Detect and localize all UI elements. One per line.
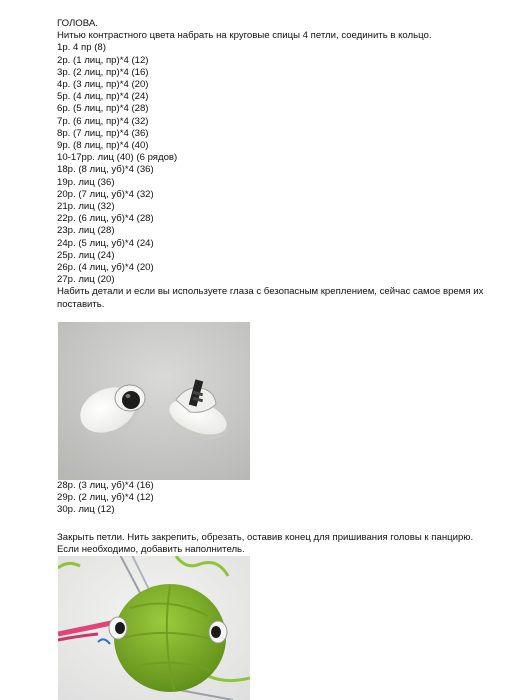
row-instruction: 5р. (4 лиц, пр)*4 (24) <box>57 91 149 103</box>
row-instruction: 4р. (3 лиц, пр)*4 (20) <box>57 79 149 91</box>
row-instruction: 22р. (6 лиц, уб)*4 (28) <box>57 213 154 225</box>
closing-note-block <box>57 532 497 556</box>
row-instruction: 24р. (5 лиц, уб)*4 (24) <box>57 237 154 249</box>
row-instruction: 6р. (5 лиц, пр)*4 (28) <box>57 103 149 115</box>
section-heading: ГОЛОВА. <box>57 18 98 29</box>
row-instruction: 10-17рр. лиц (40) (6 рядов) <box>57 152 178 164</box>
row-instruction: 29р. (2 лиц, уб)*4 (12) <box>57 492 154 504</box>
row-instruction: 19р. лиц (36) <box>57 176 115 188</box>
row-instruction: 25р. лиц (24) <box>57 249 115 261</box>
safety-eyes-photo <box>58 322 250 480</box>
eyes-note: Набить детали и если вы используете глаза с безопасным креплением, сейчас самое время их поставить. <box>57 286 484 310</box>
closing-note: Закрыть петли. Нить закрепить, обрезать, оставив конец для пришивания головы к панцирю. Если необходимо, добавить наполнитель. <box>57 532 474 556</box>
row-instruction: 1р. 4 пр (8) <box>57 42 106 54</box>
row-instruction: 3р. (2 лиц, пр)*4 (16) <box>57 66 149 78</box>
row-instruction: 21р. лиц (32) <box>57 201 115 213</box>
row-instruction: 23р. лиц (28) <box>57 225 115 237</box>
row-instruction: 2р. (1 лиц, пр)*4 (12) <box>57 54 149 66</box>
row-instruction: 28р. (3 лиц, уб)*4 (16) <box>57 480 154 491</box>
row-instruction: 26р. (4 лиц, уб)*4 (20) <box>57 262 154 274</box>
instructions-part2 <box>57 480 497 517</box>
row-instruction: 7р. (6 лиц, пр)*4 (32) <box>57 115 149 127</box>
row-instruction: 27р. лиц (20) <box>57 274 115 286</box>
row-instruction: 9р. (8 лиц, пр)*4 (40) <box>57 140 149 152</box>
intro-text: Нитью контрастного цвета набрать на круговые спицы 4 петли, соединить в кольцо. <box>57 30 432 42</box>
row-instruction: 18р. (8 лиц, уб)*4 (36) <box>57 164 154 176</box>
instructions-part1 <box>57 18 497 311</box>
row-instruction: 20р. (7 лиц, уб)*4 (32) <box>57 188 154 200</box>
row-instruction: 8р. (7 лиц, пр)*4 (36) <box>57 127 149 139</box>
row-instruction: 30р. лиц (12) <box>57 504 115 516</box>
knitted-head-photo <box>58 556 250 700</box>
